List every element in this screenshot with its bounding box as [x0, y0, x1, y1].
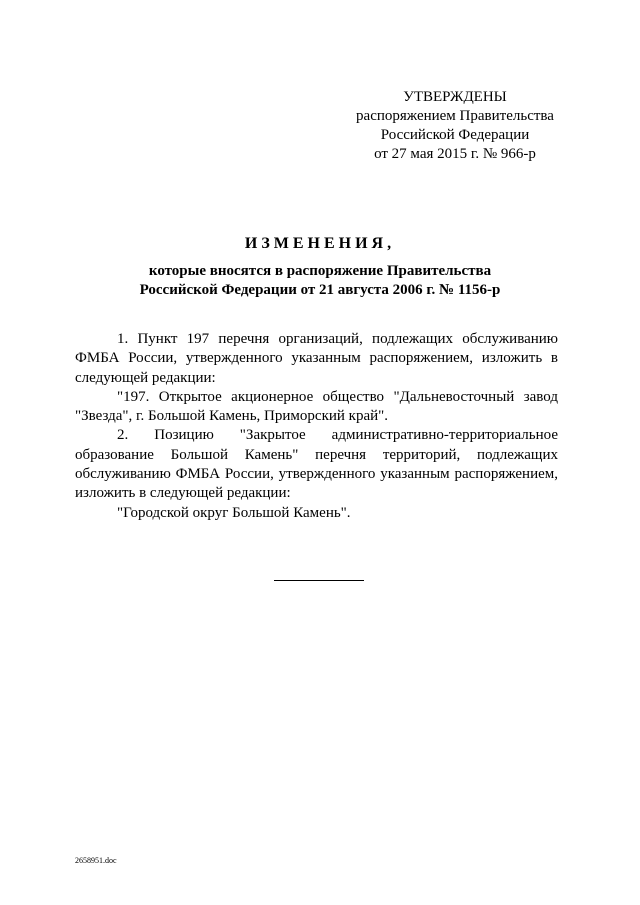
separator-line: [274, 580, 364, 581]
approval-line-3: от 27 мая 2015 г. № 966-р: [374, 146, 536, 162]
footer-filename: 2658951.doc: [75, 856, 117, 865]
approval-heading: УТВЕРЖДЕНЫ: [403, 89, 507, 105]
document-body: [75, 330, 558, 523]
subtitle-line-1: которые вносятся в распоряжение Правительства: [148, 263, 492, 279]
paragraph-item-2: 2. Позицию "Закрытое административно-территориальное образование Большой Камень" перечня территорий, подлежащих обслуживанию ФМБА России, утвержденного указанным распоряжением, изложить в следующей редакции:: [75, 427, 558, 502]
paragraph-item-1: 1. Пункт 197 перечня организаций, подлежащих обслуживанию ФМБА России, утвержденного указанным распоряжением, изложить в следующей редакции:: [75, 331, 558, 386]
approval-line-2: Российской Федерации: [380, 127, 530, 143]
document-title: ИЗМЕНЕНИЯ,: [244, 235, 396, 252]
subtitle-line-2: Российской Федерации от 21 августа 2006 г. № 1156-р: [139, 282, 501, 298]
paragraph-item-1-text: "197. Открытое акционерное общество "Дальневосточный завод "Звезда", г. Большой Камень, Приморский край".: [75, 388, 558, 425]
approval-line-1: распоряжением Правительства: [356, 108, 554, 124]
approval-block: [340, 88, 570, 164]
paragraph-item-2-text: "Городской округ Большой Камень".: [117, 504, 351, 521]
document-subtitle: [0, 262, 640, 300]
